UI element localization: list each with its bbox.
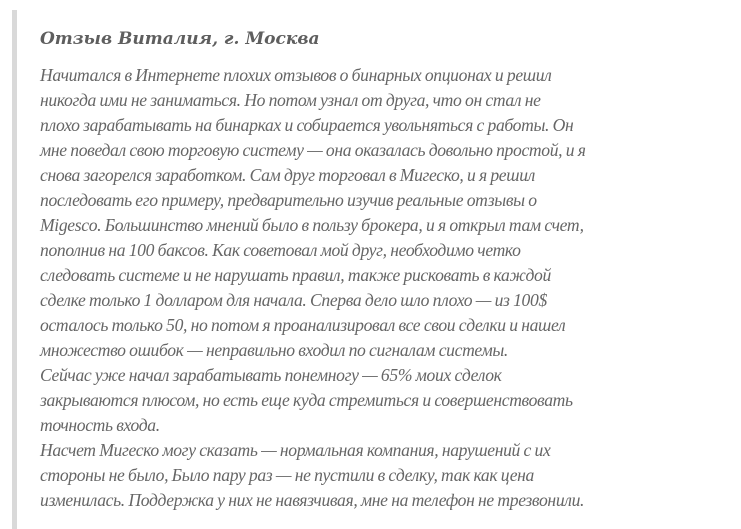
review-title: Отзыв Виталия, г. Москва [40,29,320,49]
review-paragraph-3: Насчет Мигеско могу сказать — нормальная компания, нарушений с их стороны не было, Было пару раз — не пустили в сделку, так как цена изменилась. Поддержка у них не навязчивая, мне на телефон не трезвонили. [40,440,585,510]
review-paragraph-2: Сейчас уже начал зарабатывать понемногу — 65% моих сделок закрываются плюсом, но есть еще куда стремиться и совершенствовать точность входа. [40,365,573,435]
review-blockquote [12,10,727,529]
review-paragraph-1: Начитался в Интернете плохих отзывов о бинарных опционах и решил никогда ими не заниматься. Но потом узнал от друга, что он стал не плохо зарабатывать на бинарках и собирается увольняться с работы. Он мне поведал свою торговую систему — она оказалась довольно простой, и я снова загорелся заработком. Сам друг торговал в Мигеско, и я решил последовать его примеру, предварительно изучив реальные отзывы о Migesco. Большинство мнений было в пользу брокера, и я открыл там счет, пополнив на 100 баксов. Как советовал мой друг, необходимо четко следовать системе и не нарушать правил, также рисковать в каждой сделке только 1 долларом для начала. Сперва дело шло плохо — из 100$ осталось только 50, но потом я проанализировал все свои сделки и нашел множество ошибок — неправильно входил по сигналам системы. [40,65,586,360]
